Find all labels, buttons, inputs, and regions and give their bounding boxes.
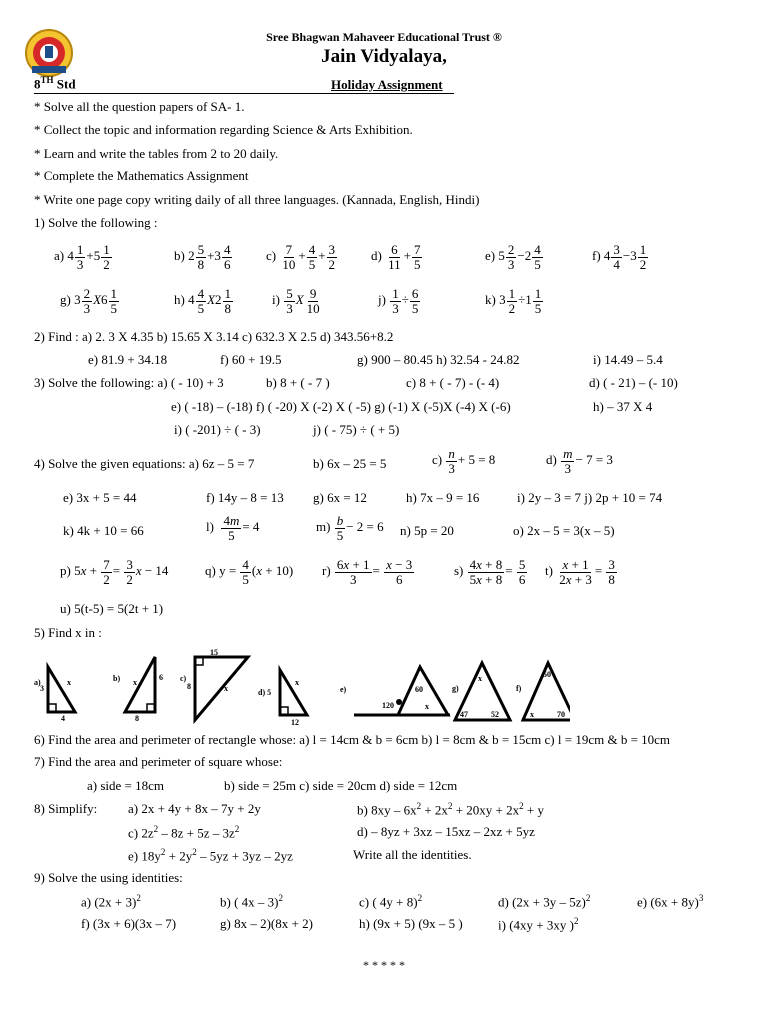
- q4-e: e) 3x + 5 = 44: [63, 490, 137, 505]
- q3-h: h) – 37 X 4: [593, 399, 653, 414]
- assignment-title: Holiday Assignment: [331, 77, 443, 92]
- q1-c: c) $\frac{7}{10}$ + $\frac{4}{5}$ + $\frac{3}{2}$: [266, 242, 336, 272]
- q5-c-side-8: 8: [187, 682, 191, 691]
- q1-b: b) 2 $\frac{5}{8}$ +3 $\frac{4}{6}$: [174, 242, 231, 272]
- q4-f: f) 14y – 8 = 13: [206, 490, 284, 505]
- q1-k: k) 3 $\frac{1}{2}$ ÷1 $\frac{1}{5}$: [485, 286, 542, 316]
- q8-a: a) 2x + 4y + 8x – 7y + 2y: [128, 801, 261, 816]
- q3-j: j) ( - 75) ÷ ( + 5): [313, 422, 400, 437]
- q8-b: b) $8xy - 6x^2 + 2x^2 + 20xy + 2x^2 + y$: [357, 801, 544, 818]
- q5-d-x: x: [295, 678, 299, 687]
- q5-c-x: x: [224, 684, 228, 693]
- q4-ij: i) 2y – 3 = 7 j) 2p + 10 = 74: [517, 490, 663, 505]
- q5-e-angle-120: 120: [382, 701, 394, 710]
- q4-b: b) 6x – 25 = 5: [313, 456, 387, 471]
- q5-g-x: x: [478, 674, 482, 683]
- q1-title: 1) Solve the following :: [34, 215, 158, 230]
- q4-m: m) $\frac{b}{5}$ − 2 = 6: [316, 513, 384, 543]
- q4-r: r) $\frac{6x + 1}{3}$ = $\frac{x - 3}{6}$: [322, 557, 413, 587]
- q5-g-angle-52: 52: [491, 710, 499, 719]
- q5-e-angle-60: 60: [415, 685, 423, 694]
- q9-i: i) (4xy + 3xy )$^2$: [498, 916, 579, 933]
- q4-h: h) 7x – 9 = 16: [406, 490, 480, 505]
- q5-g-label: g): [452, 684, 459, 693]
- q6: 6) Find the area and perimeter of rectangle whose: a) l = 14cm & b = 6cm b) l = 8cm & b = 15cm c) l = 19cm & b = 10cm: [34, 732, 671, 747]
- instruction-4: * Complete the Mathematics Assignment: [34, 168, 249, 183]
- q9-f: f) (3x + 6)(3x – 7): [81, 916, 177, 931]
- q1-j: j) $\frac{1}{3}$ ÷ $\frac{6}{5}$: [378, 286, 419, 316]
- header-rule: [34, 93, 454, 94]
- q9-d: d) $(2x + 3y - 5z)^2$: [498, 893, 591, 910]
- q5-f-angle-70: 70: [557, 710, 565, 719]
- q4-l: l) $\frac{4m}{5}$ = 4: [206, 513, 260, 543]
- q2-f: f) 60 + 19.5: [220, 352, 282, 367]
- instruction-5: * Write one page copy writing daily of all three languages. (Kannada, English, Hindi): [34, 192, 480, 207]
- q7-bcd: b) side = 25m c) side = 20cm d) side = 12cm: [224, 778, 458, 793]
- q1-a: a) 4 $\frac{1}{3}$ +5 $\frac{1}{2}$: [54, 242, 110, 272]
- q5-e-label: e): [340, 685, 347, 694]
- q9-h: h) (9x + 5) (9x – 5 ): [359, 916, 463, 931]
- instruction-3: * Learn and write the tables from 2 to 20 daily.: [34, 146, 279, 161]
- footer-stars: * * * * *: [363, 958, 405, 972]
- q5-a-label: a): [34, 678, 41, 687]
- q5-c-label: c): [180, 674, 187, 683]
- q3-d: d) ( - 21) – (- 10): [589, 375, 678, 390]
- q1-i: i) $\frac{5}{3}$ X $\frac{9}{10}$: [272, 286, 320, 316]
- instruction-2: * Collect the topic and information regarding Science & Arts Exhibition.: [34, 122, 413, 137]
- q5-f-x: x: [530, 710, 534, 719]
- q7-title: 7) Find the area and perimeter of square whose:: [34, 754, 283, 769]
- q9-g: g) 8x – 2)(8x + 2): [220, 916, 313, 931]
- q4-s: s) $\frac{4x + 8}{5x + 8}$ = $\frac{5}{6}$: [454, 557, 526, 587]
- q5-d-label: d) 5: [258, 688, 272, 697]
- q2-i: i) 14.49 – 5.4: [593, 352, 663, 367]
- q1-f: f) 4 $\frac{3}{4}$ −3 $\frac{1}{2}$: [592, 242, 647, 272]
- q5-g-angle-47: 47: [460, 710, 468, 719]
- q1-e: e) 5 $\frac{2}{3}$ −2 $\frac{4}{5}$: [485, 242, 541, 272]
- q5-title: 5) Find x in :: [34, 625, 102, 640]
- q5-a-side-4: 4: [61, 714, 65, 723]
- q3-b: b) 8 + ( - 7 ): [266, 375, 330, 390]
- q3-a: 3) Solve the following: a) ( - 10) + 3: [34, 375, 224, 390]
- q4-n: n) 5p = 20: [400, 523, 454, 538]
- q5-a-side-3: 3: [40, 684, 44, 693]
- q5-b-side-8: 8: [135, 714, 139, 723]
- q5-d-side-12: 12: [291, 718, 299, 727]
- q2-line1: 2) Find : a) 2. 3 X 4.35 b) 15.65 X 3.14 c) 632.3 X 2.5 d) 343.56+8.2: [34, 329, 394, 344]
- q3-c: c) 8 + ( - 7) - (- 4): [406, 375, 500, 390]
- instruction-1: * Solve all the question papers of SA- 1.: [34, 99, 245, 114]
- q4-a: 4) Solve the given equations: a) 6z – 5 = 7: [34, 456, 255, 471]
- q2-e: e) 81.9 + 34.18: [88, 352, 168, 367]
- q8-d: d) – 8yz + 3xz – 15xz – 2xz + 5yz: [357, 824, 535, 839]
- q4-g: g) 6x = 12: [313, 490, 367, 505]
- q5-f-angle-50: 50: [543, 670, 551, 679]
- q5-b-x: x: [133, 678, 137, 687]
- q8-e: e) $18y^2 + 2y^2 - 5yz + 3yz - 2yz$: [128, 847, 293, 864]
- q4-p: p) 5x + $\frac{7}{2}$ = $\frac{3}{2}$ x − 14: [60, 557, 169, 587]
- q4-c: c) $\frac{n}{3}$ + 5 = 8: [432, 446, 496, 476]
- q9-e: e) $(6x + 8y)^3$: [637, 893, 704, 910]
- q1-h: h) 4 $\frac{4}{5}$ X2 $\frac{1}{8}$: [174, 286, 232, 316]
- q1-g: g) 3 $\frac{2}{3}$ X6 $\frac{1}{5}$: [60, 286, 118, 316]
- q9-title: 9) Solve the using identities:: [34, 870, 183, 885]
- q8-note: Write all the identities.: [353, 847, 472, 862]
- q4-o: o) 2x – 5 = 3(x – 5): [513, 523, 615, 538]
- q1-d: d) $\frac{6}{11}$ + $\frac{7}{5}$: [371, 242, 421, 272]
- q2-gh: g) 900 – 80.45 h) 32.54 - 24.82: [357, 352, 520, 367]
- q4-q: q) y = $\frac{4}{5}$ (x + 10): [205, 557, 294, 587]
- q5-c-side-15: 15: [210, 648, 218, 657]
- q8-lead: 8) Simplify:: [34, 801, 98, 816]
- q4-u: u) 5(t-5) = 5(2t + 1): [60, 601, 164, 616]
- q4-k: k) 4k + 10 = 66: [63, 523, 144, 538]
- q9-b: b) ( 4x – 3)$^2$: [220, 893, 283, 910]
- q3-efg: e) ( -18) – (-18) f) ( -20) X (-2) X ( -5) g) (-1) X (-5)X (-4) X (-6): [171, 399, 511, 414]
- class-label: 8TH Std: [34, 75, 76, 92]
- q9-a: a) $(2x + 3)^2$: [81, 893, 141, 910]
- q7-a: a) side = 18cm: [87, 778, 165, 793]
- q4-d: d) $\frac{m}{3}$ − 7 = 3: [546, 446, 613, 476]
- q9-c: c) ( 4y + 8)$^2$: [359, 893, 423, 910]
- q5-b-side-6: 6: [159, 673, 163, 682]
- q4-t: t) $\frac{x + 1}{2x + 3}$ = $\frac{3}{8}$: [545, 557, 615, 587]
- q5-f-label: f): [516, 684, 522, 693]
- q3-i: i) ( -201) ÷ ( - 3): [174, 422, 261, 437]
- q5-e-x: x: [425, 702, 429, 711]
- q5-a-x: x: [67, 678, 71, 687]
- q5-triangle-figures: [30, 645, 570, 730]
- school-name: Jain Vidyalaya,: [321, 46, 447, 67]
- trust-name: Sree Bhagwan Mahaveer Educational Trust ®: [266, 30, 502, 44]
- q8-c: c) $2z^2 - 8z + 5z - 3z^2$: [128, 824, 240, 841]
- q5-b-label: b): [113, 674, 121, 683]
